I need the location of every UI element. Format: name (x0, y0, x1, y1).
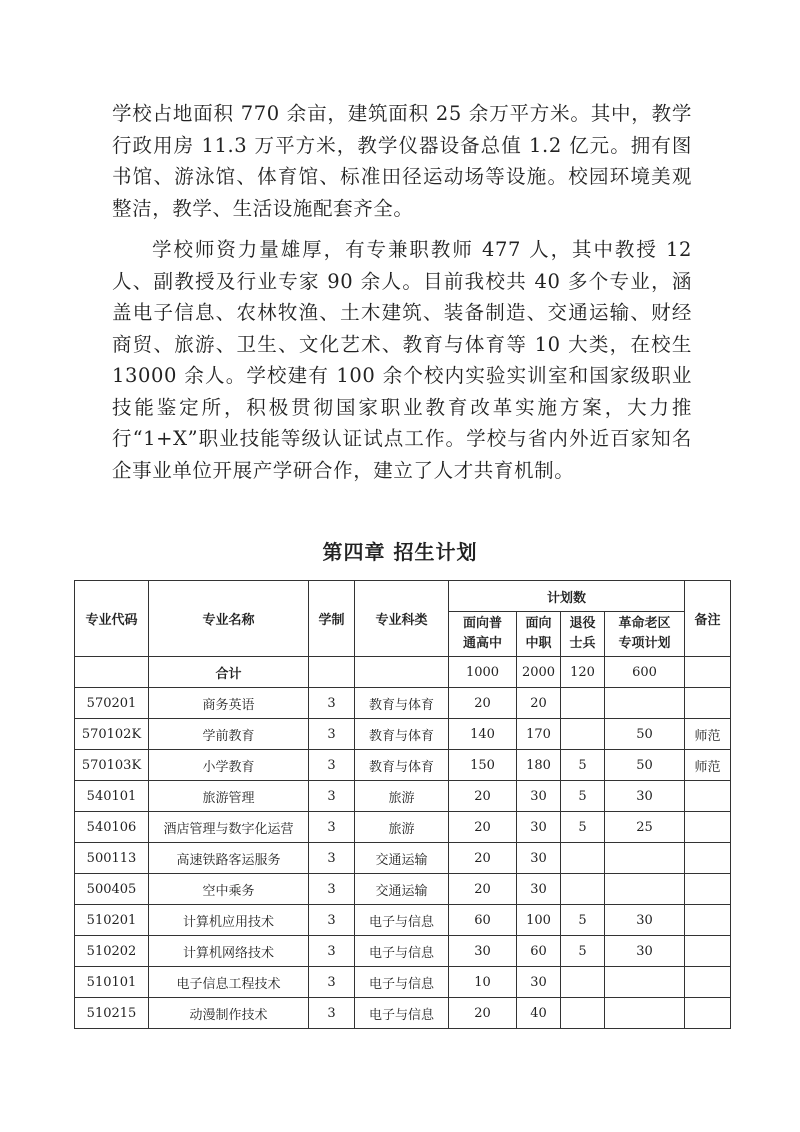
total-remark (685, 657, 731, 688)
total-category (355, 657, 449, 688)
cell-code: 510201 (75, 905, 149, 936)
cell-name: 学前教育 (149, 719, 309, 750)
cell-general: 20 (449, 812, 517, 843)
header-years: 学制 (309, 581, 355, 657)
total-code (75, 657, 149, 688)
cell-veteran (561, 998, 605, 1029)
cell-years: 3 (309, 719, 355, 750)
cell-years: 3 (309, 781, 355, 812)
cell-code: 510215 (75, 998, 149, 1029)
cell-years: 3 (309, 905, 355, 936)
table-row (75, 750, 731, 781)
table-row (75, 905, 731, 936)
cell-remark (685, 936, 731, 967)
header-category: 专业科类 (355, 581, 449, 657)
cell-general: 20 (449, 998, 517, 1029)
header-vocational-line1: 面向 (525, 616, 552, 631)
cell-category: 旅游 (355, 781, 449, 812)
cell-remark: 师范 (685, 719, 731, 750)
cell-veteran: 5 (561, 812, 605, 843)
cell-remark (685, 781, 731, 812)
cell-name: 计算机网络技术 (149, 936, 309, 967)
header-general-line1: 面向普 (462, 616, 502, 631)
cell-veteran: 5 (561, 905, 605, 936)
cell-general: 20 (449, 781, 517, 812)
header-revolution (605, 612, 685, 657)
cell-name: 电子信息工程技术 (149, 967, 309, 998)
total-vocational: 2000 (517, 657, 561, 688)
table-row (75, 936, 731, 967)
cell-veteran (561, 719, 605, 750)
header-name: 专业名称 (149, 581, 309, 657)
cell-remark (685, 967, 731, 998)
table-row (75, 843, 731, 874)
cell-general: 20 (449, 843, 517, 874)
cell-revolution: 25 (605, 812, 685, 843)
cell-general: 20 (449, 688, 517, 719)
cell-revolution: 50 (605, 750, 685, 781)
cell-vocational: 30 (517, 967, 561, 998)
table-row (75, 781, 731, 812)
table-row (75, 998, 731, 1029)
cell-revolution (605, 843, 685, 874)
cell-revolution (605, 998, 685, 1029)
cell-name: 酒店管理与数字化运营 (149, 812, 309, 843)
header-veteran (561, 612, 605, 657)
cell-years: 3 (309, 998, 355, 1029)
cell-remark (685, 998, 731, 1029)
cell-category: 旅游 (355, 812, 449, 843)
cell-code: 570102K (75, 719, 149, 750)
header-vocational (517, 612, 561, 657)
cell-code: 570103K (75, 750, 149, 781)
cell-years: 3 (309, 967, 355, 998)
header-revolution-line2: 专项计划 (618, 636, 671, 651)
cell-code: 540106 (75, 812, 149, 843)
cell-remark (685, 688, 731, 719)
cell-general: 30 (449, 936, 517, 967)
cell-veteran (561, 874, 605, 905)
cell-remark (685, 812, 731, 843)
cell-vocational: 30 (517, 843, 561, 874)
cell-name: 动漫制作技术 (149, 998, 309, 1029)
cell-revolution (605, 967, 685, 998)
cell-name: 小学教育 (149, 750, 309, 781)
intro-paragraph-2: 学校师资力量雄厚，有专兼职教师 477 人，其中教授 12 人、副教授及行业专家 90 余人。目前我校共 40 多个专业，涵盖电子信息、农林牧渔、土木建筑、装备制造、交通运输、财经商贸、旅游、卫生、文化艺术、教育与体育等 10 大类，在校生 13000 余人。学校建有 100 余个校内实验实训室和国家级职业技能鉴定所，积极贯彻国家职业教育改革实施方案，大力推行“1+X”职业技能等级认证试点工作。学校与省内外近百家知名企事业单位开展产学研合作，建立了人才共育机制。 (112, 238, 692, 482)
cell-years: 3 (309, 936, 355, 967)
table-row (75, 688, 731, 719)
cell-code: 510101 (75, 967, 149, 998)
cell-veteran: 5 (561, 750, 605, 781)
table-row (75, 874, 731, 905)
header-plan: 计划数 (449, 581, 685, 612)
header-remark: 备注 (685, 581, 731, 657)
cell-category: 教育与体育 (355, 688, 449, 719)
cell-general: 60 (449, 905, 517, 936)
header-revolution-line1: 革命老区 (618, 616, 671, 631)
cell-vocational: 170 (517, 719, 561, 750)
cell-code: 500405 (75, 874, 149, 905)
chapter-title: 第四章 招生计划 (322, 540, 478, 564)
cell-years: 3 (309, 874, 355, 905)
cell-category: 电子与信息 (355, 936, 449, 967)
cell-years: 3 (309, 750, 355, 781)
cell-vocational: 30 (517, 812, 561, 843)
cell-revolution: 30 (605, 781, 685, 812)
cell-vocational: 60 (517, 936, 561, 967)
cell-code: 510202 (75, 936, 149, 967)
header-general-line2: 通高中 (462, 636, 502, 651)
cell-veteran (561, 843, 605, 874)
cell-general: 140 (449, 719, 517, 750)
total-revolution: 600 (605, 657, 685, 688)
cell-general: 10 (449, 967, 517, 998)
cell-veteran (561, 688, 605, 719)
intro-paragraph-1: 学校占地面积 770 余亩，建筑面积 25 余万平方米。其中，教学行政用房 11.3 万平方米，教学仪器设备总值 1.2 亿元。拥有图书馆、游泳馆、体育馆、标准田径运动场等设施。校园环境美观整洁，教学、生活设施配套齐全。 (112, 102, 692, 220)
cell-veteran: 5 (561, 781, 605, 812)
header-vocational-line2: 中职 (525, 636, 552, 651)
total-years (309, 657, 355, 688)
cell-category: 电子与信息 (355, 967, 449, 998)
cell-category: 教育与体育 (355, 719, 449, 750)
cell-category: 电子与信息 (355, 998, 449, 1029)
table-row (75, 812, 731, 843)
cell-veteran: 5 (561, 936, 605, 967)
cell-vocational: 180 (517, 750, 561, 781)
total-row (75, 657, 731, 688)
cell-revolution: 50 (605, 719, 685, 750)
header-veteran-line2: 士兵 (569, 636, 596, 651)
cell-name: 高速铁路客运服务 (149, 843, 309, 874)
cell-vocational: 30 (517, 781, 561, 812)
cell-revolution: 30 (605, 905, 685, 936)
cell-years: 3 (309, 688, 355, 719)
cell-category: 教育与体育 (355, 750, 449, 781)
total-label: 合计 (149, 657, 309, 688)
cell-name: 旅游管理 (149, 781, 309, 812)
total-veteran: 120 (561, 657, 605, 688)
cell-vocational: 30 (517, 874, 561, 905)
cell-name: 空中乘务 (149, 874, 309, 905)
cell-name: 商务英语 (149, 688, 309, 719)
table-row (75, 967, 731, 998)
cell-vocational: 40 (517, 998, 561, 1029)
header-veteran-line1: 退役 (569, 616, 596, 631)
cell-code: 500113 (75, 843, 149, 874)
cell-veteran (561, 967, 605, 998)
header-general (449, 612, 517, 657)
table-row (75, 719, 731, 750)
cell-revolution: 30 (605, 936, 685, 967)
cell-revolution (605, 688, 685, 719)
cell-code: 570201 (75, 688, 149, 719)
cell-remark (685, 874, 731, 905)
cell-years: 3 (309, 843, 355, 874)
total-general: 1000 (449, 657, 517, 688)
cell-remark (685, 843, 731, 874)
cell-remark (685, 905, 731, 936)
enrollment-plan-table (74, 580, 731, 1029)
cell-vocational: 20 (517, 688, 561, 719)
cell-category: 交通运输 (355, 843, 449, 874)
cell-years: 3 (309, 812, 355, 843)
cell-name: 计算机应用技术 (149, 905, 309, 936)
cell-category: 交通运输 (355, 874, 449, 905)
cell-general: 20 (449, 874, 517, 905)
cell-general: 150 (449, 750, 517, 781)
cell-category: 电子与信息 (355, 905, 449, 936)
cell-code: 540101 (75, 781, 149, 812)
cell-remark: 师范 (685, 750, 731, 781)
cell-revolution (605, 874, 685, 905)
header-code: 专业代码 (75, 581, 149, 657)
cell-vocational: 100 (517, 905, 561, 936)
